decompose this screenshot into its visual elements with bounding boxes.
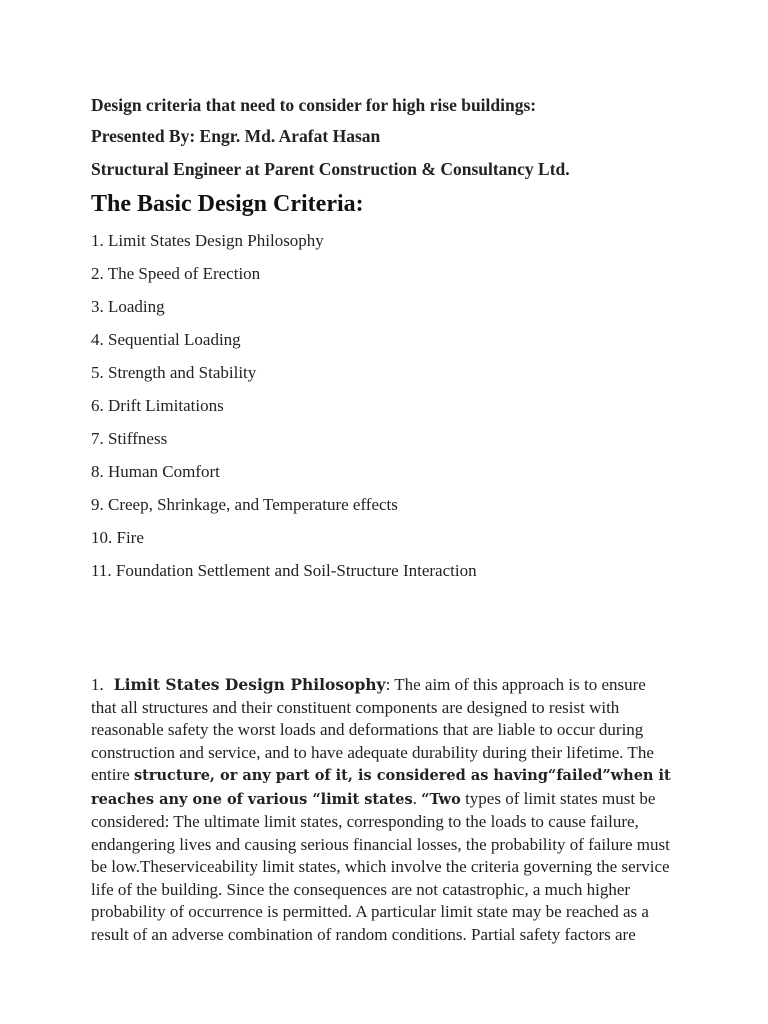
list-item: 1. Limit States Design Philosophy: [91, 231, 324, 250]
list-item: 2. The Speed of Erection: [91, 264, 261, 283]
list-item: 5. Strength and Stability: [91, 363, 257, 382]
list-item: 7. Stiffness: [91, 429, 168, 448]
criteria-list: [91, 230, 477, 593]
body-paragraph: [91, 674, 673, 946]
paragraph-text: types of limit states must be considered: The ultimate limit states, corresponding to the loads to cause failure, endangering lives and causing serious financial losses, the probability of failure must be low.Theserviceability limit states, which involve the criteria governing the service life of the building. Since the consequences are not catastrophic, a much higher probability of occurrence is permitted. A particular limit state may be reached as a result of an adverse combination of random conditions. Partial safety factors are: [91, 788, 670, 944]
list-item: 11. Foundation Settlement and Soil-Structure Interaction: [91, 561, 477, 580]
document-title: Design criteria that need to consider for high rise buildings:: [91, 95, 537, 115]
list-item: 10. Fire: [91, 528, 144, 547]
paragraph-text: : The aim of this approach is to ensure that all structures and their constituent components are designed to resist with reasonable safety the worst loads and deformations that are liable to occur during construction and service, and to have adequate durability during their lifetime. The entire: [91, 675, 654, 784]
list-item: 8. Human Comfort: [91, 462, 220, 481]
paragraph-term: Limit States Design Philosophy: [113, 675, 386, 694]
presenter-line: Presented By: Engr. Md. Arafat Hasan: [91, 126, 381, 146]
list-item: 4. Sequential Loading: [91, 330, 241, 349]
paragraph-number: 1.: [91, 675, 104, 694]
list-item: 3. Loading: [91, 297, 165, 316]
paragraph-emphasis: “Two: [421, 790, 461, 808]
list-item: 9. Creep, Shrinkage, and Temperature effects: [91, 495, 398, 514]
list-item: 6. Drift Limitations: [91, 396, 224, 415]
paragraph-text: .: [412, 788, 422, 808]
paragraph-emphasis: structure, or any part of it, is considered as having“failed”when it reaches any one of various “limit states: [91, 767, 671, 808]
presenter-affiliation: Structural Engineer at Parent Construction & Consultancy Ltd.: [91, 159, 570, 179]
section-heading: The Basic Design Criteria:: [91, 191, 364, 217]
